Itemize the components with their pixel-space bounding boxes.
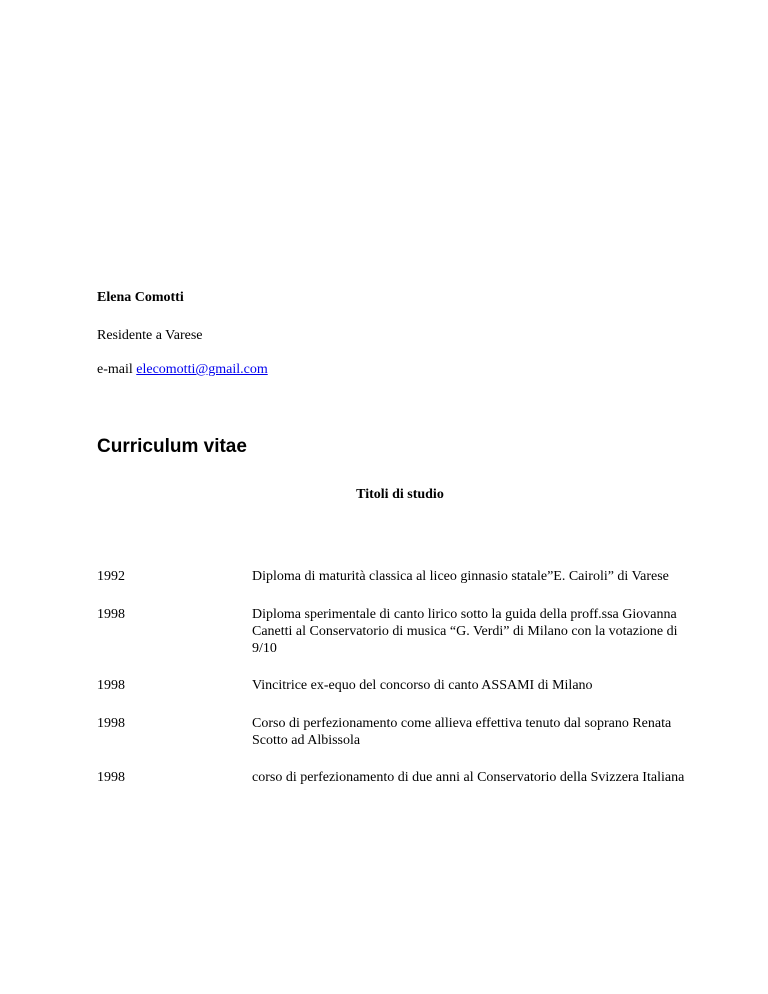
- entry-year: 1998: [97, 716, 125, 731]
- section-title-education: Titoli di studio: [356, 487, 444, 502]
- entry-description: corso di perfezionamento di due anni al Conservatorio della Svizzera Italiana: [252, 770, 685, 785]
- cv-heading: Curriculum vitae: [97, 436, 247, 457]
- education-entry: [97, 606, 697, 657]
- entry-year: 1998: [97, 770, 125, 785]
- email-prefix: e-mail: [97, 362, 137, 377]
- author-name: Elena Comotti: [97, 290, 184, 305]
- entry-year: 1998: [97, 678, 125, 693]
- education-entry: [97, 769, 697, 786]
- email-line: [97, 361, 268, 378]
- residence-line: Residente a Varese: [97, 328, 203, 343]
- education-entry: [97, 568, 697, 585]
- education-entry: [97, 677, 697, 694]
- entry-year: 1992: [97, 569, 125, 584]
- entry-year: 1998: [97, 607, 125, 622]
- entry-description: Corso di perfezionamento come allieva effettiva tenuto dal soprano Renata Scotto ad Albissola: [252, 716, 672, 748]
- entry-description: Diploma di maturità classica al liceo ginnasio statale”E. Cairoli” di Varese: [252, 569, 669, 584]
- email-link[interactable]: elecomotti@gmail.com: [136, 362, 268, 377]
- entry-description: Vincitrice ex-equo del concorso di canto ASSAMI di Milano: [252, 678, 593, 693]
- education-entry: [97, 715, 697, 749]
- entry-description: Diploma sperimentale di canto lirico sotto la guida della proff.ssa Giovanna Canetti al Conservatorio di musica “G. Verdi” di Milano con la votazione di 9/10: [252, 607, 678, 656]
